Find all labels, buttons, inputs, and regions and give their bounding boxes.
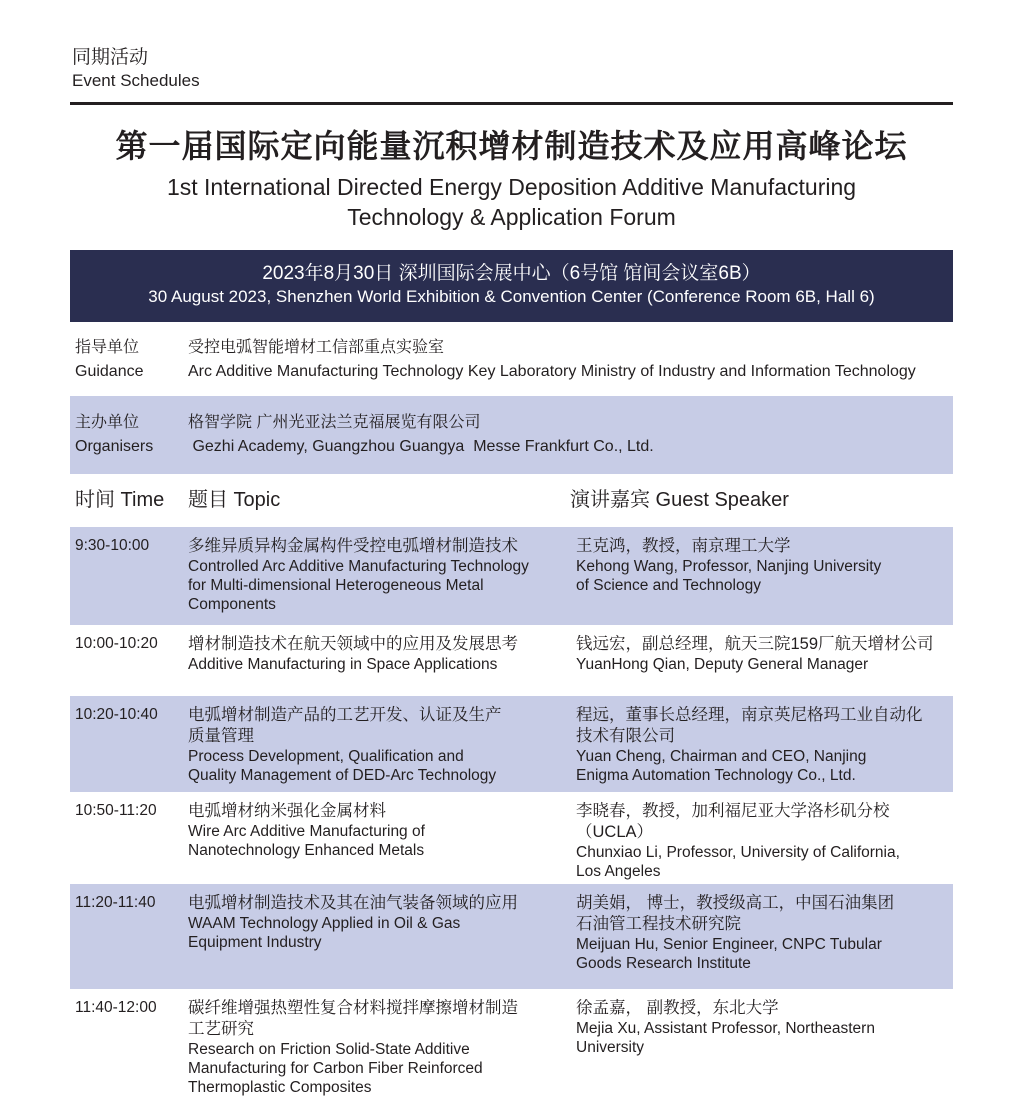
speaker-en-line: Meijuan Hu, Senior Engineer, CNPC Tubular: [576, 936, 882, 953]
speaker-zh-line: 钱远宏，副总经理，航天三院159厂航天增材公司: [576, 635, 934, 653]
organisers-value-en: Gezhi Academy, Guangzhou Guangya Messe Frankfurt Co., Ltd.: [188, 438, 654, 455]
table-row: [70, 527, 953, 625]
session-speaker: [576, 634, 951, 674]
speaker-en-line: Chunxiao Li, Professor, University of California,: [576, 844, 900, 861]
forum-title-zh: 第一届国际定向能量沉积增材制造技术及应用高峰论坛: [115, 128, 908, 164]
table-row: [70, 792, 953, 884]
topic-zh-line: 电弧增材制造技术及其在油气装备领域的应用: [188, 894, 518, 912]
topic-en-line: Wire Arc Additive Manufacturing of: [188, 823, 425, 840]
table-row: [70, 696, 953, 792]
session-time: 10:20-10:40: [75, 706, 158, 723]
banner-zh: 2023年8月30日 深圳国际会展中心（6号馆 馆间会议室6B）: [262, 263, 761, 284]
session-time: 10:00-10:20: [75, 635, 158, 652]
session-topic: [188, 705, 568, 785]
session-time: 11:40-12:00: [75, 999, 157, 1016]
speaker-en-line: of Science and Technology: [576, 577, 761, 594]
session-speaker: [576, 998, 951, 1057]
column-header-speaker: 演讲嘉宾 Guest Speaker: [570, 489, 789, 511]
organisers-label-en: Organisers: [75, 438, 154, 455]
guidance-label-en: Guidance: [75, 363, 144, 380]
speaker-zh-line: 胡美娟， 博士，教授级高工，中国石油集团: [576, 894, 895, 912]
speaker-zh-line: 程远，董事长总经理，南京英尼格玛工业自动化: [576, 706, 923, 724]
topic-zh-line: 增材制造技术在航天领域中的应用及发展思考: [188, 635, 518, 653]
forum-title-en-line-1: 1st International Directed Energy Deposition Additive Manufacturing: [166, 174, 857, 200]
organisers-label-zh: 主办单位: [75, 414, 140, 431]
table-row: [70, 625, 953, 696]
topic-en-line: Thermoplastic Composites: [188, 1079, 372, 1096]
header-divider: [70, 102, 953, 105]
topic-en-line: Components: [188, 596, 276, 613]
topic-zh-line: 工艺研究: [188, 1020, 254, 1038]
speaker-zh-line: 技术有限公司: [576, 727, 675, 745]
session-speaker: [576, 536, 951, 595]
topic-en-line: for Multi-dimensional Heterogeneous Metal: [188, 577, 484, 594]
topic-en-line: WAAM Technology Applied in Oil & Gas: [188, 915, 461, 932]
speaker-en-line: Enigma Automation Technology Co., Ltd.: [576, 767, 856, 784]
organisers-row: [70, 396, 953, 474]
table-row: [70, 884, 953, 989]
column-header-time: 时间 Time: [75, 489, 165, 511]
topic-en-line: Research on Friction Solid-State Additive: [188, 1041, 470, 1058]
topic-zh-line: 质量管理: [188, 727, 254, 745]
topic-en-line: Additive Manufacturing in Space Applications: [188, 656, 498, 673]
topic-en-line: Equipment Industry: [188, 934, 322, 951]
session-topic: [188, 634, 568, 674]
session-time: 10:50-11:20: [75, 802, 157, 819]
speaker-zh-line: 李晓春，教授，加利福尼亚大学洛杉矶分校: [576, 802, 890, 820]
section-header: [72, 46, 200, 92]
session-time: 9:30-10:00: [75, 537, 150, 554]
speaker-en-line: University: [576, 1039, 645, 1056]
topic-zh-line: 多维异质异构金属构件受控电弧增材制造技术: [188, 537, 518, 555]
section-title-en: Event Schedules: [72, 71, 200, 90]
speaker-en-line: Mejia Xu, Assistant Professor, Northeastern: [576, 1020, 875, 1037]
speaker-en-line: Goods Research Institute: [576, 955, 751, 972]
session-topic: [188, 801, 568, 860]
topic-zh-line: 电弧增材制造产品的工艺开发、认证及生产: [188, 706, 502, 724]
topic-en-line: Quality Management of DED-Arc Technology: [188, 767, 497, 784]
banner-en: 30 August 2023, Shenzhen World Exhibition & Convention Center (Conference Room 6B, Hall 6): [148, 287, 875, 306]
speaker-zh-line: 石油管工程技术研究院: [576, 915, 741, 933]
speaker-en-line: Kehong Wang, Professor, Nanjing University: [576, 558, 882, 575]
organisers-value-zh: 格智学院 广州光亚法兰克福展览有限公司: [188, 414, 481, 431]
session-time: 11:20-11:40: [75, 894, 156, 911]
speaker-zh-line: （UCLA）: [576, 823, 654, 841]
topic-en-line: Controlled Arc Additive Manufacturing Technology: [188, 558, 529, 575]
session-topic: [188, 998, 568, 1097]
session-topic: [188, 536, 568, 614]
topic-zh-line: 碳纤维增强热塑性复合材料搅拌摩擦增材制造: [188, 999, 518, 1017]
session-speaker: [576, 705, 951, 785]
topic-en-line: Nanotechnology Enhanced Metals: [188, 842, 425, 859]
topic-en-line: Manufacturing for Carbon Fiber Reinforced: [188, 1060, 483, 1077]
guidance-value-en: Arc Additive Manufacturing Technology Key Laboratory Ministry of Industry and Information Technology: [188, 363, 916, 380]
speaker-zh-line: 徐孟嘉， 副教授，东北大学: [576, 999, 779, 1017]
speaker-zh-line: 王克鸿，教授，南京理工大学: [576, 537, 791, 555]
forum-title-en-line-2: Technology & Application Forum: [347, 204, 676, 230]
session-speaker: [576, 893, 951, 973]
date-venue-banner: [70, 250, 953, 322]
table-row: [70, 989, 953, 1106]
topic-zh-line: 电弧增材纳米强化金属材料: [188, 802, 386, 820]
guidance-row: [70, 326, 953, 396]
guidance-value-zh: 受控电弧智能增材工信部重点实验室: [188, 339, 445, 356]
speaker-en-line: Los Angeles: [576, 863, 661, 880]
guidance-label-zh: 指导单位: [75, 339, 140, 356]
forum-title-en: [70, 172, 953, 232]
speaker-en-line: Yuan Cheng, Chairman and CEO, Nanjing: [576, 748, 867, 765]
session-topic: [188, 893, 568, 952]
topic-en-line: Process Development, Qualification and: [188, 748, 464, 765]
section-title-zh: 同期活动: [72, 47, 149, 68]
column-header-topic: 题目 Topic: [188, 489, 281, 511]
session-speaker: [576, 801, 951, 881]
speaker-en-line: YuanHong Qian, Deputy General Manager: [576, 656, 869, 673]
